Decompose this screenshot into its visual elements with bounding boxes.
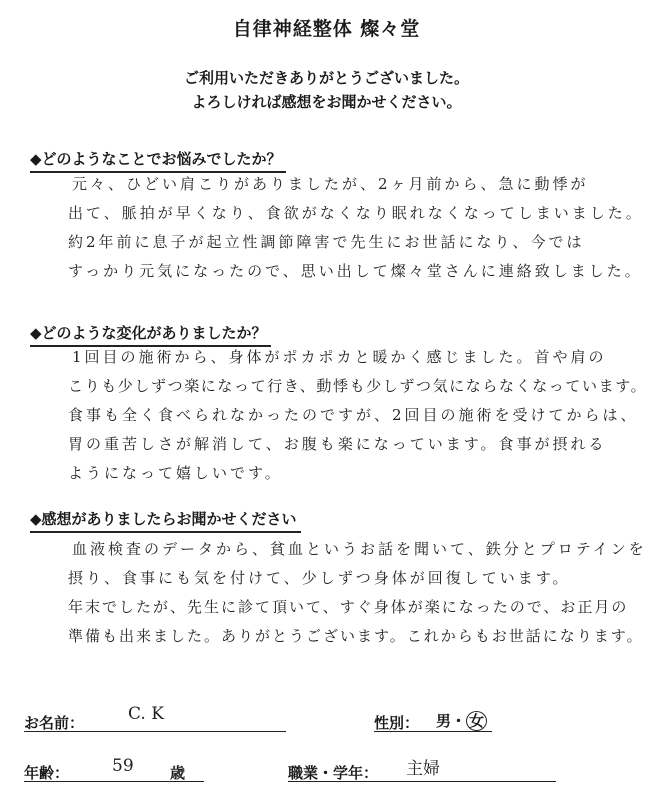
answer-line: 摂り、食事にも気を付けて、少しずつ身体が回復しています。	[68, 569, 571, 587]
gender-female-circled: 女	[466, 711, 487, 731]
name-value: C. K	[128, 704, 164, 724]
intro-text	[0, 66, 653, 114]
answer-line: 血液検査のデータから、貧血というお話を聞いて、鉄分とプロテインを	[72, 540, 647, 558]
answer-line: 食事も全く食べられなかったのですが、2回目の施術を受けてからは、	[68, 406, 639, 424]
answer-line: こりも少しずつ楽になって行き、動悸も少しずつ気にならなくなっています。	[68, 377, 648, 395]
answer-line: 胃の重苦しさが解消して、お腹も楽になっています。食事が摂れる	[68, 435, 607, 453]
page-title: 自律神経整体 燦々堂	[232, 18, 421, 40]
age-value: 59	[112, 756, 134, 776]
answer-line: 約2年前に息子が起立性調節障害で先生にお世話になり、今では	[68, 233, 585, 251]
intro-line-1: ご利用いただきありがとうございました。	[183, 69, 469, 87]
answer-changes	[68, 343, 648, 488]
occupation-value: 主婦	[406, 759, 440, 779]
answer-line: 出て、脈拍が早くなり、食欲がなくなり眠れなくなってしまいました。	[68, 204, 644, 222]
question-changes: ◆どのような変化がありましたか？	[30, 322, 271, 347]
answer-line: 年末でしたが、先生に診て頂いて、すぐ身体が楽になったので、お正月の	[68, 598, 629, 616]
gender-separator: ・	[451, 712, 467, 730]
age-label: 年齢：	[24, 764, 70, 782]
answer-feedback	[68, 535, 647, 651]
name-label: お名前：	[24, 714, 85, 732]
answer-line: すっかり元気になったので、思い出して燦々堂さんに連絡致しました。	[68, 262, 643, 280]
answer-line: 1回目の施術から、身体がポカポカと暖かく感じました。首や肩の	[72, 348, 607, 366]
question-feedback: ◆感想がありましたらお聞かせください	[30, 508, 301, 533]
answer-line: 元々、ひどい肩こりがありましたが、2ヶ月前から、急に動悸が	[72, 175, 589, 193]
answer-concerns	[68, 170, 644, 286]
age-unit: 歳	[170, 764, 186, 782]
gender-male: 男	[436, 712, 452, 730]
occupation-underline	[288, 781, 556, 782]
gender-underline	[374, 731, 492, 732]
intro-line-2: よろしければ感想をお聞かせください。	[191, 93, 462, 111]
occupation-label: 職業・学年：	[288, 764, 379, 782]
answer-line: 準備も出来ました。ありがとうございます。これからもお世話になります。	[68, 627, 644, 645]
age-underline	[24, 781, 204, 782]
answer-line: ようになって嬉しいです。	[68, 464, 283, 482]
gender-options	[436, 710, 487, 731]
question-concerns: ◆どのようなことでお悩みでしたか？	[30, 148, 286, 173]
gender-label: 性別：	[374, 714, 420, 732]
name-underline	[24, 731, 286, 732]
